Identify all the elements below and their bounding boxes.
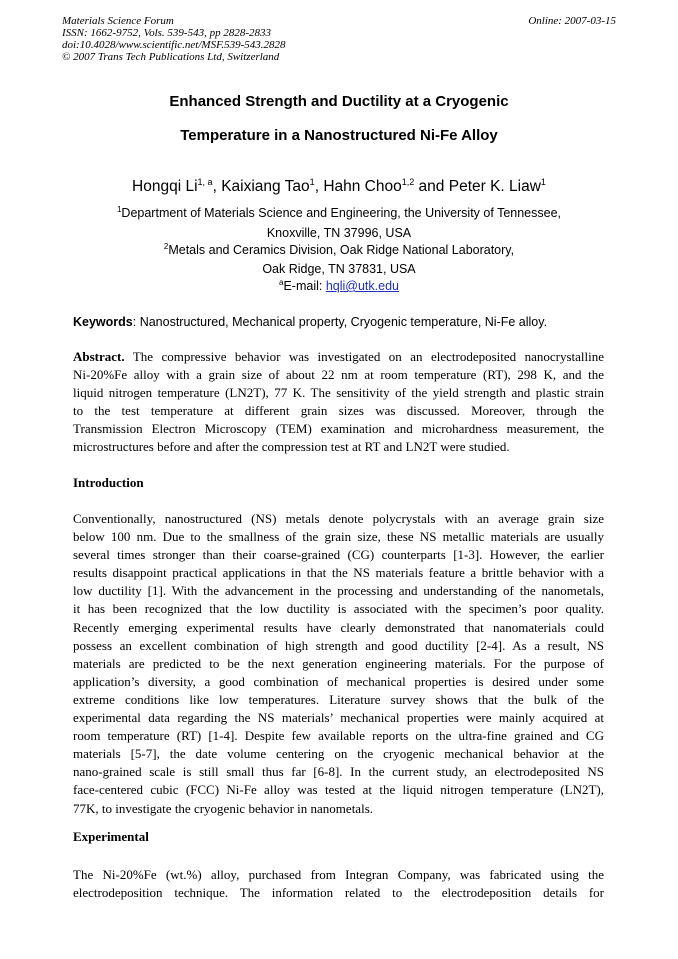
experimental-paragraph	[73, 866, 604, 902]
abstract-text: The compressive behavior was investigated on an electrodeposited nanocrystalline	[124, 349, 604, 364]
affiliation-text: Department of Materials Science and Engineering, the University of Tennessee,	[121, 206, 562, 220]
paragraph-line: low ductility [1]. With the advancement in the processing and understanding of the nanometals,	[73, 583, 604, 599]
email-link[interactable]: hqli@utk.edu	[325, 279, 399, 293]
affiliation-mark: 1	[116, 205, 122, 214]
experimental-heading: Experimental	[73, 829, 149, 844]
abstract-line: to the test temperature at different grain sizes was discussed. Moreover, through the	[73, 403, 604, 419]
author-affiliation-mark: 1	[309, 177, 315, 187]
paragraph-line: it has been recognized that the low ductility is associated with the specimen’s poor quality.	[73, 601, 604, 617]
keywords-label: Keywords	[73, 315, 133, 329]
paragraph-line: Recently emerging experimental results have clearly demonstrated that nanomaterials could	[73, 619, 604, 635]
paragraph-line: Conventionally, nanostructured (NS) metals denote polycrystals with an average grain size	[73, 511, 604, 526]
paragraph-line: results disappoint practical applications in that the NS materials feature a brittle behavior with a	[73, 565, 604, 581]
paper-title-line-2: Temperature in a Nanostructured Ni-Fe Alloy	[180, 127, 498, 144]
author-name: Kaixiang Tao	[221, 178, 310, 195]
paragraph-line: 77K, to investigate the cryogenic behavior in nanometals.	[73, 800, 373, 816]
introduction-heading: Introduction	[73, 475, 144, 490]
author-name: Peter K. Liaw	[448, 178, 541, 195]
author-affiliation-mark: 1	[540, 177, 546, 187]
paragraph-line: experimental data regarding the NS materials’ mechanical properties were mainly acquired at	[73, 710, 604, 726]
paragraph-line: nano-grained scale is still small thus far [6-8]. In the current study, an electrodeposited NS	[73, 764, 604, 780]
copyright-line: © 2007 Trans Tech Publications Ltd, Switzerland	[62, 51, 280, 63]
author-separator: ,	[314, 178, 324, 195]
abstract-line	[73, 348, 604, 366]
keywords-text: : Nanostructured, Mechanical property, Cryogenic temperature, Ni-Fe alloy.	[132, 315, 548, 329]
author-affiliation-mark: 1,2	[401, 177, 415, 187]
abstract-line: microstructures before and after the compression test at RT and LN2T were studied.	[73, 439, 510, 455]
author-separator: and	[414, 178, 449, 195]
keywords-line	[73, 315, 613, 329]
affiliation-2-line-1	[62, 243, 616, 257]
abstract-line: Ni-20%Fe alloy with a grain size of about 22 nm at room temperature (RT), 298 K, and the	[73, 367, 604, 383]
affiliation-mark: 2	[163, 242, 169, 251]
abstract-line: liquid nitrogen temperature (LN2T), 77 K. The sensitivity of the yield strength and plastic strain	[73, 385, 604, 401]
paragraph-line: The Ni-20%Fe (wt.%) alloy, purchased from Integran Company, was fabricated using the	[73, 867, 604, 882]
paragraph-line: application’s diversity, a good combination of mechanical properties is desired under some	[73, 673, 604, 689]
paragraph-line: extreme conditions like low temperatures. Literature survey shows that the bulk of the	[73, 691, 604, 707]
affiliation-1-line-2: Knoxville, TN 37996, USA	[266, 226, 412, 240]
affiliation-2-line-2: Oak Ridge, TN 37831, USA	[262, 262, 416, 276]
paragraph-line: materials are predicted to be the next generation engineering materials. For the purpose of	[73, 655, 604, 671]
journal-name: Materials Science Forum	[62, 15, 174, 27]
author-list	[62, 178, 616, 196]
email-label: E-mail:	[283, 279, 326, 293]
online-date: Online: 2007-03-15	[528, 15, 616, 27]
paragraph-line: several times stronger than their coarse-grained (CG) counterparts [1-3]. However, the earlier	[73, 547, 604, 563]
paragraph-line: face-centered cubic (FCC) Ni-Fe alloy was tested at the liquid nitrogen temperature (LN2T),	[73, 782, 604, 798]
author-name: Hongqi Li	[132, 178, 198, 195]
affiliation-1-line-1	[62, 206, 616, 220]
paragraph-line: possess an excellent combination of high strength and good ductility [2-4]. As a result, NS	[73, 637, 604, 653]
author-separator: ,	[212, 178, 222, 195]
email-line	[62, 279, 616, 293]
paragraph-line: room temperature (RT) [1-4]. Despite few available reports on the ultra-fine grained and CG	[73, 728, 604, 744]
paper-title-line-1: Enhanced Strength and Ductility at a Cryogenic	[169, 93, 509, 110]
introduction-paragraph	[73, 510, 604, 818]
issn-line: ISSN: 1662-9752, Vols. 539-543, pp 2828-2833	[62, 27, 271, 39]
author-affiliation-mark: 1, a	[197, 177, 213, 187]
abstract-label: Abstract.	[73, 349, 125, 364]
doi-line: doi:10.4028/www.scientific.net/MSF.539-543.2828	[62, 39, 286, 51]
paragraph-line: materials [5-7], the date volume centering on the cryogenic mechanical behavior at the	[73, 746, 604, 762]
affiliation-text: Metals and Ceramics Division, Oak Ridge National Laboratory,	[168, 243, 515, 257]
paragraph-line: below 100 nm. Due to the smallness of the grain size, these NS metallic materials are usually	[73, 529, 604, 545]
author-name: Hahn Choo	[323, 178, 402, 195]
journal-header	[62, 15, 616, 63]
abstract-line: Transmission Electron Microscopy (TEM) examination and microhardness measurement, the	[73, 421, 604, 437]
abstract-paragraph	[73, 348, 604, 457]
paragraph-line: electrodeposition technique. The information related to the electrodeposition details for	[73, 885, 604, 901]
email-mark: a	[279, 278, 284, 287]
